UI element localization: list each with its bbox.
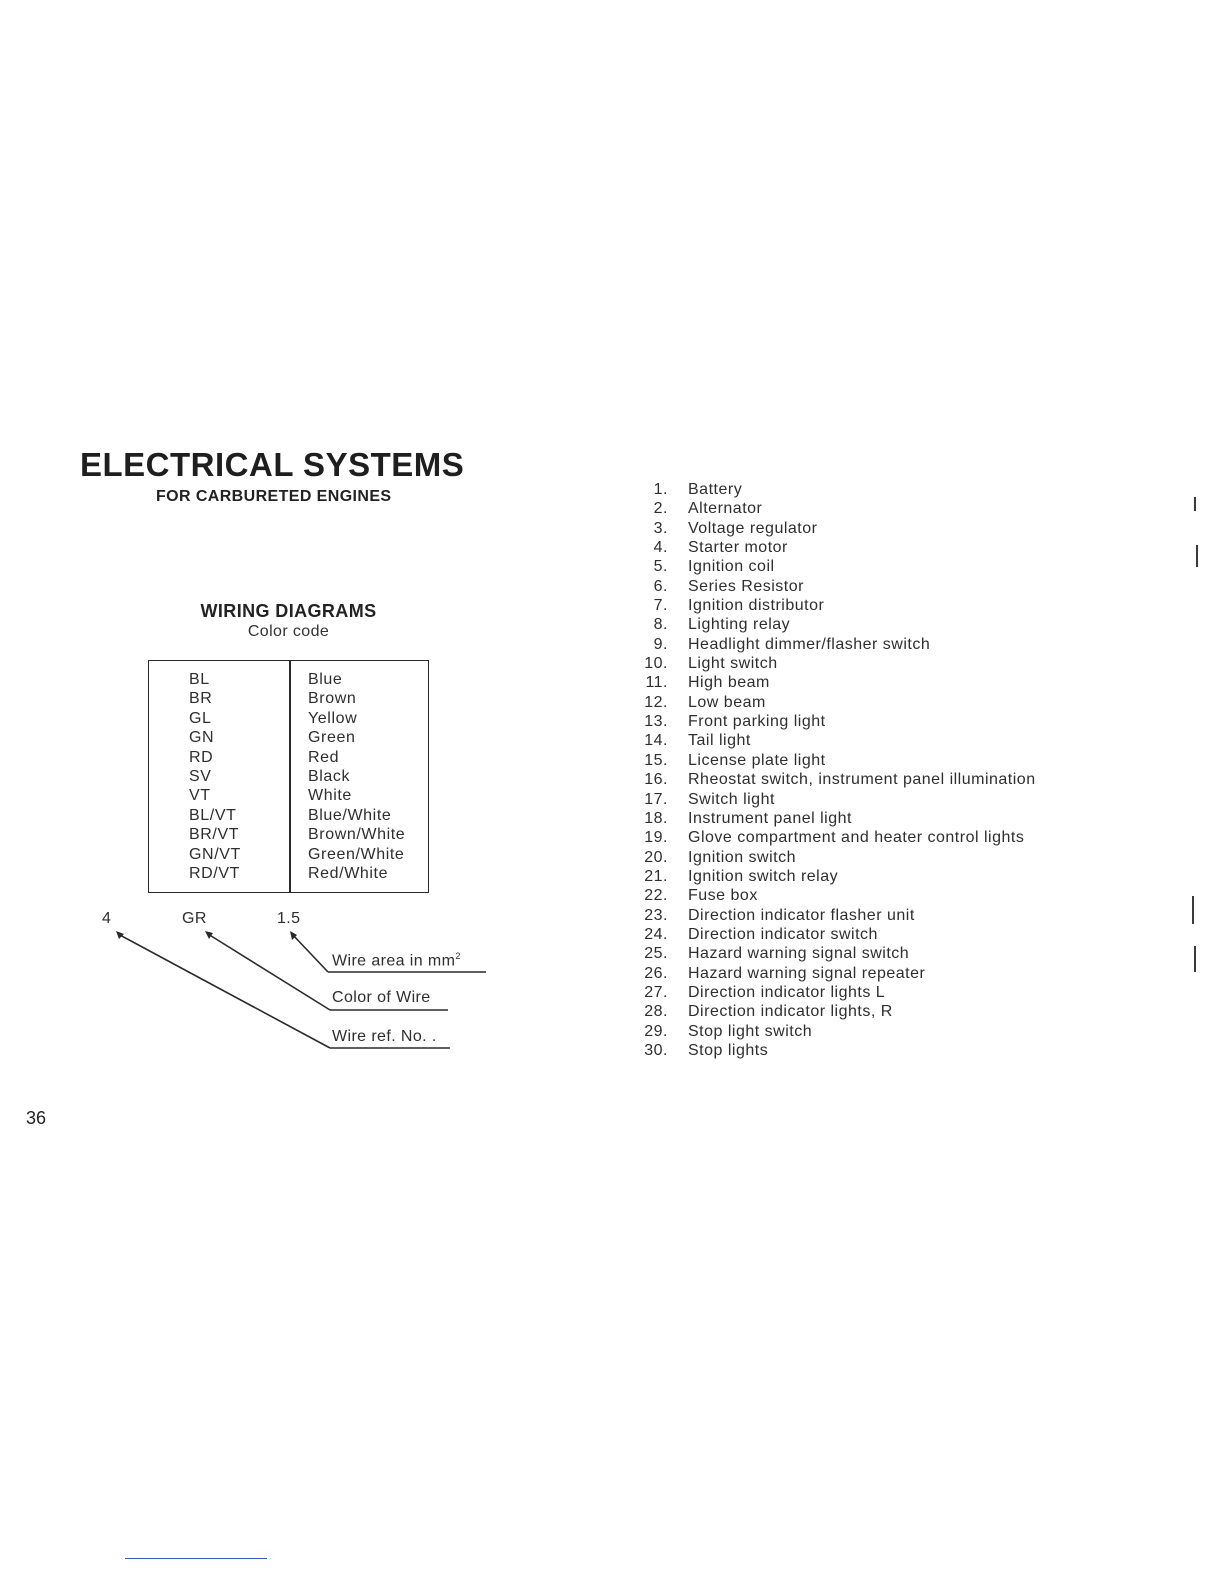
item-number: 2. [653, 500, 668, 518]
wire-ref-example: 4 [102, 910, 112, 927]
page-title: ELECTRICAL SYSTEMS [80, 446, 465, 483]
color-name: Blue/White [308, 806, 392, 824]
color-code: RD/VT [189, 864, 240, 882]
item-label: Light switch [688, 655, 778, 673]
color-code: VT [189, 787, 211, 805]
color-code: GN [189, 729, 215, 747]
scan-speck [1194, 497, 1196, 511]
wire-ref-caption: Wire ref. No. . [332, 1028, 437, 1045]
item-number: 11. [645, 674, 668, 692]
wire-area-example: 1.5 [277, 910, 301, 927]
color-name: Brown/White [308, 826, 406, 844]
item-number: 16. [644, 771, 668, 789]
item-number: 25. [644, 945, 668, 963]
item-number: 9. [653, 635, 668, 653]
wire-color-caption: Color of Wire [332, 989, 431, 1006]
item-number: 13. [644, 713, 668, 731]
page-number: 36 [26, 1108, 47, 1128]
item-label: High beam [688, 674, 770, 692]
item-label: Hazard warning signal switch [688, 945, 910, 963]
color-name: White [308, 787, 352, 805]
item-number: 29. [644, 1022, 668, 1040]
item-label: Voltage regulator [688, 519, 818, 537]
color-name: Green [308, 729, 356, 747]
color-code: BL/VT [189, 806, 237, 824]
item-number: 12. [644, 693, 668, 711]
item-label: Front parking light [688, 713, 826, 731]
item-number: 5. [653, 558, 668, 576]
item-label: Ignition switch [688, 848, 796, 866]
item-label: Stop lights [688, 1041, 769, 1059]
color-code: BR/VT [189, 826, 240, 844]
bottom-rule [125, 1558, 267, 1559]
item-label: Starter motor [688, 539, 788, 557]
item-label: Alternator [688, 500, 763, 518]
item-number: 26. [644, 964, 668, 982]
item-number: 28. [644, 1003, 668, 1021]
color-code: BL [189, 671, 210, 688]
color-name: Red [308, 748, 340, 766]
item-label: Ignition distributor [688, 597, 825, 615]
item-label: Direction indicator lights L [688, 983, 886, 1001]
item-label: Direction indicator flasher unit [688, 906, 915, 924]
color-name: Blue [308, 671, 343, 688]
page-subtitle: FOR CARBURETED ENGINES [156, 488, 392, 505]
item-number: 27. [644, 983, 668, 1001]
color-name: Black [308, 767, 351, 785]
color-code: GL [189, 709, 212, 727]
item-label: Battery [688, 481, 743, 498]
item-label: Hazard warning signal repeater [688, 964, 926, 982]
color-name: Red/White [308, 864, 389, 882]
item-number: 10. [644, 655, 668, 673]
item-number: 1. [653, 481, 668, 498]
item-number: 30. [644, 1041, 668, 1059]
item-number: 4. [653, 539, 668, 557]
item-label: Series Resistor [688, 577, 804, 595]
item-label: Direction indicator switch [688, 925, 878, 943]
scan-speck [1194, 946, 1196, 972]
item-label: Switch light [688, 790, 775, 808]
item-number: 24. [644, 925, 668, 943]
item-number: 14. [644, 732, 668, 750]
item-number: 3. [653, 519, 668, 537]
item-number: 15. [644, 751, 668, 769]
item-label: Low beam [688, 693, 766, 711]
item-number: 18. [644, 809, 668, 827]
color-code: RD [189, 748, 214, 766]
color-code-subheading: Color code [247, 623, 330, 640]
item-label: Tail light [688, 732, 751, 750]
item-label: Fuse box [688, 887, 758, 905]
item-number: 6. [653, 577, 668, 595]
item-number: 20. [644, 848, 668, 866]
color-name: Green/White [308, 845, 405, 863]
item-label: Stop light switch [688, 1022, 813, 1040]
item-label: Headlight dimmer/flasher switch [688, 635, 931, 653]
color-code: SV [189, 767, 212, 785]
wire-area-unit-superscript: 2 [455, 951, 461, 961]
wiring-diagrams-heading: WIRING DIAGRAMS [200, 601, 377, 621]
color-name: Yellow [308, 709, 358, 727]
item-label: Ignition coil [688, 558, 775, 576]
item-number: 23. [644, 906, 668, 924]
scan-speck [1196, 545, 1198, 567]
item-number: 7. [653, 597, 668, 615]
item-label: Instrument panel light [688, 809, 852, 827]
scan-speck [1192, 896, 1194, 924]
wire-area-caption-text: Wire area in mm [332, 952, 456, 970]
item-label: Rheostat switch, instrument panel illumination [688, 771, 1036, 789]
item-label: Ignition switch relay [688, 867, 839, 885]
color-code: GN/VT [189, 845, 241, 863]
item-label: License plate light [688, 751, 826, 769]
color-name: Brown [308, 690, 357, 708]
wire-color-example: GR [182, 910, 207, 927]
color-code: BR [189, 690, 213, 708]
item-number: 17. [644, 790, 668, 808]
item-number: 19. [644, 829, 668, 847]
item-label: Lighting relay [688, 616, 791, 634]
item-number: 8. [653, 616, 668, 634]
item-number: 21. [644, 867, 668, 885]
item-label: Glove compartment and heater control lights [688, 829, 1025, 847]
item-label: Direction indicator lights, R [688, 1003, 893, 1021]
item-number: 22. [644, 887, 668, 905]
